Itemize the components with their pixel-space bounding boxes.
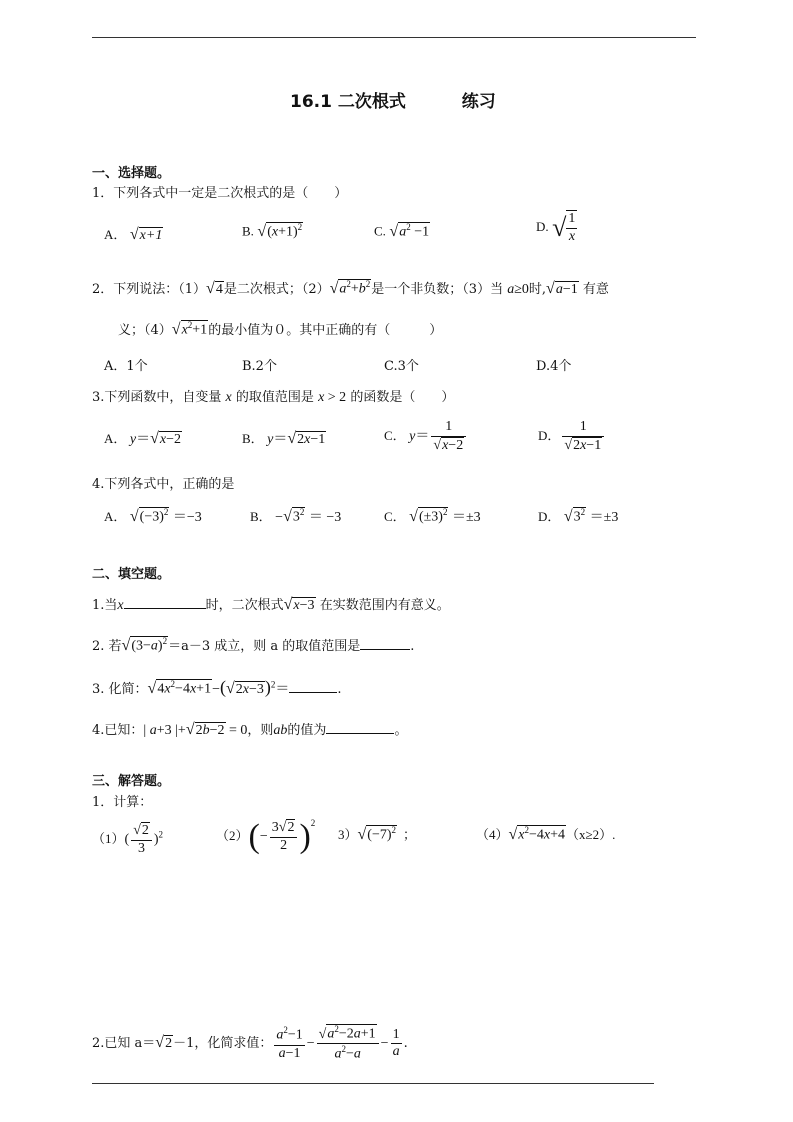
q1-option-b: B. $√(x+1)^2$ [242, 222, 303, 240]
q2-option-c: C.3个 [384, 359, 419, 374]
q2-option-b: B.2个 [242, 359, 277, 374]
q2-option-d: D.4个 [536, 359, 572, 374]
q1-option-a: A． √x+1 [104, 226, 163, 243]
solve-q1-part1: （1）( $\frac{√2}{3}$ )$^2$ [92, 823, 164, 856]
q4-option-b: B． $-√3^2 = -3$ [250, 507, 342, 525]
q3-stem: 3.下列函数中，自变量 x 的取值范围是 x > 2 的函数是（ ） [92, 390, 455, 405]
q4-option-d: D． $√3^2 =\pm 3$ [538, 507, 619, 525]
solve-q1-part4: $(4)√x^2-4x+4(x\ge 2)$. [476, 825, 616, 843]
q1-option-d: D. √ $\frac{1}{x}$ [536, 211, 576, 244]
q2-line2: 义；$(4)√x^2+1$的最小值为０。其中正确的有（ ） [118, 320, 443, 338]
solve-q1-part3: $3)√(-7)^2$ ； [338, 825, 417, 843]
page-title [290, 87, 496, 112]
q3-option-d: D． $\frac{1}{√2x-1}$ [538, 419, 606, 455]
q3-option-c: C． y＝ $\frac{1}{√x-2}$ [384, 419, 468, 455]
q1-stem: 1．下列各式中一定是二次根式的是（ ） [92, 186, 348, 201]
q3-option-b: B． y＝√2x−1 [242, 430, 326, 447]
section-heading-fill: 二、填空题。 [92, 567, 171, 582]
top-rule [92, 37, 696, 38]
q4-option-c: C． $√(\pm 3)^2 =\pm 3$ [384, 507, 481, 525]
solve-q1-stem: 1．计算： [92, 795, 153, 810]
section-heading-solve: 三、解答题。 [92, 774, 171, 789]
title-suffix: 练习 [461, 92, 496, 112]
title-main: 16.1 二次根式 [290, 92, 406, 112]
q3-option-a: A． y＝√x−2 [104, 430, 182, 447]
q2-line1: 2．下列说法：（1）√4是二次根式；$(2)√a^2+b^2$是一个非负数；（3）当 a≥0时,√a−1 有意 [92, 279, 609, 297]
solve-q2: 2.已知 a＝√2－1，化简求值： $\frac{a^2-1}{a-1}$ − $\frac{√a^2-2a+1}{a^2-a}$ − $\frac{1}{a}$ . [92, 1024, 408, 1063]
fill-q2: 2. 若$√(3-a)^2=a-3$ 成立，则 a 的取值范围是 . [92, 636, 415, 654]
fill-q4: 4.已知：| a+3 |+√2b−2 = 0，则ab的值为 。 [92, 721, 408, 738]
bottom-rule [92, 1083, 654, 1084]
q4-option-a: A． $√(-3)^2 =-3$ [104, 507, 202, 525]
section-heading-choice: 一、选择题。 [92, 166, 171, 181]
fill-q1: 1.当x 时，二次根式√x−3 在实数范围内有意义。 [92, 596, 450, 613]
q2-option-a: A．1个 [104, 359, 148, 374]
q1-option-c: C. $√a^2 -1$ [374, 222, 430, 240]
fill-q3: 3. 化简：$√4x^2-4x+1-(√2x-3)^2=$ . [92, 677, 342, 697]
solve-q1-part2: （2）(− $\frac{3√2}{2}$ )$^2$ [216, 818, 316, 855]
q4-stem: 4.下列各式中，正确的是 [92, 477, 235, 492]
